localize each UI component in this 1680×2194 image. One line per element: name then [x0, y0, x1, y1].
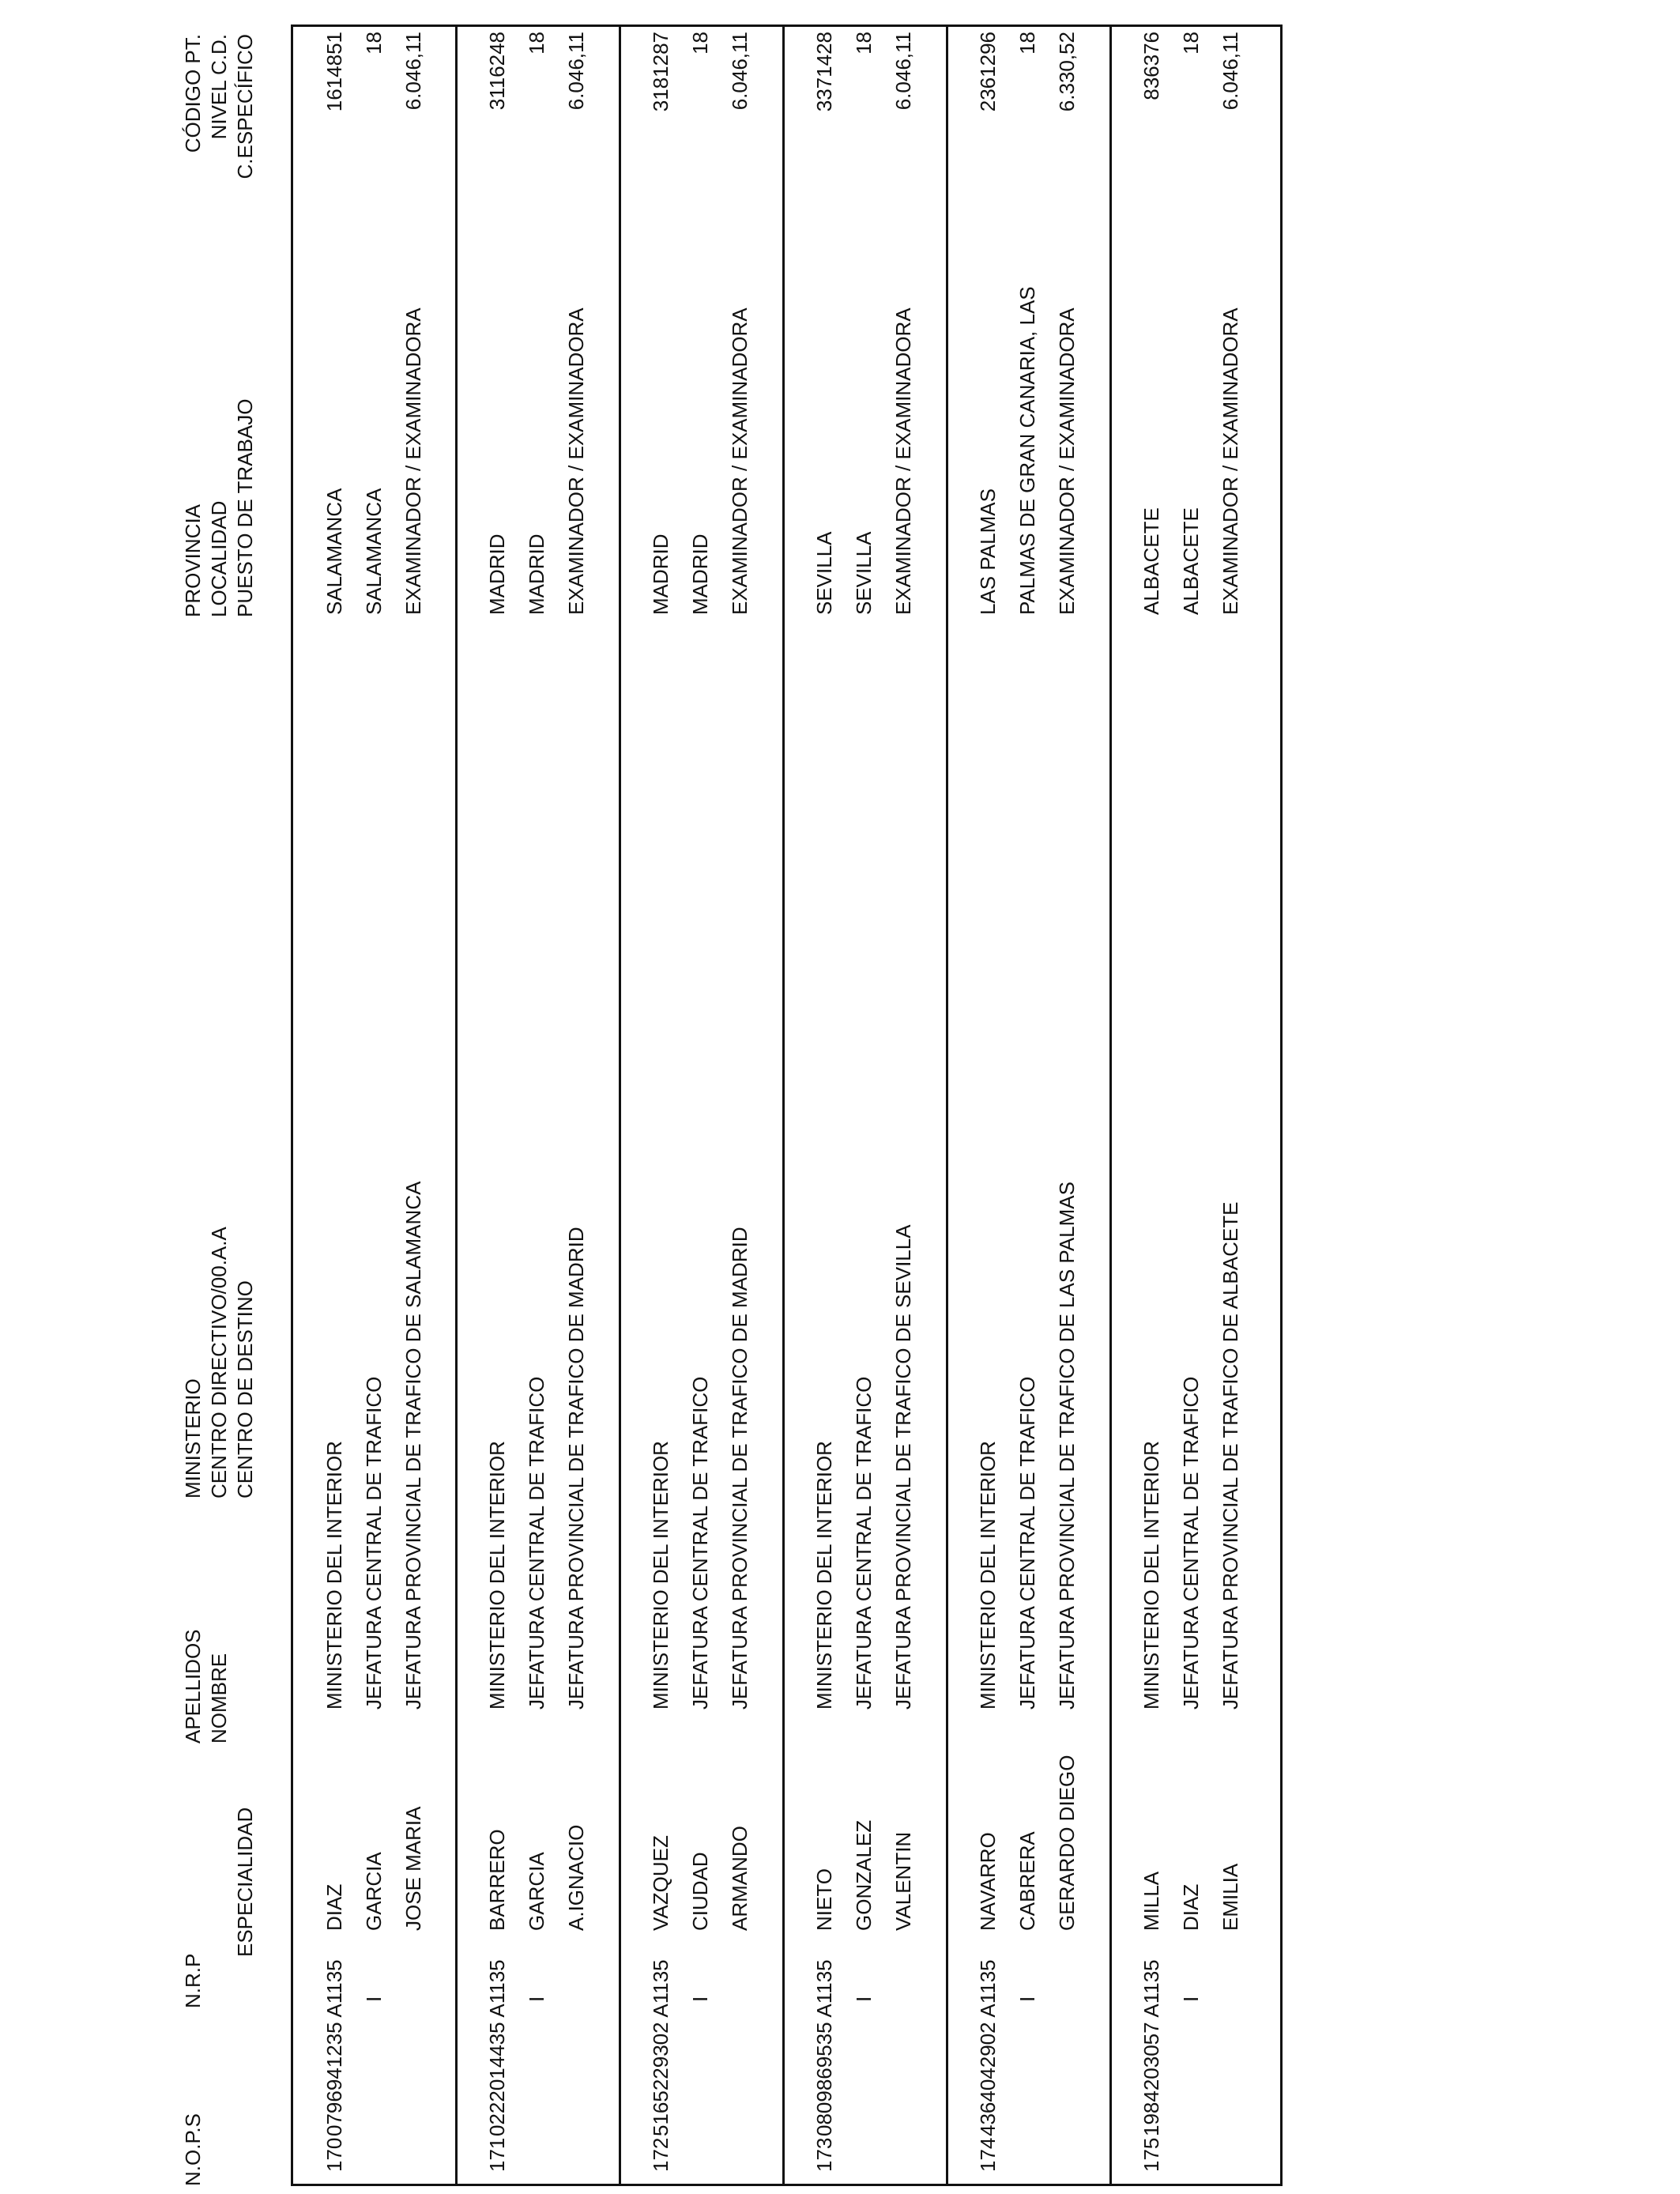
records-table: [291, 25, 1283, 2186]
provincia-value: MADRID: [485, 533, 509, 615]
header-codigo: [180, 34, 258, 190]
centro-destino-value: JEFATURA PROVINCIAL DE TRAFICO DE MADRID: [728, 1227, 751, 1710]
nivel-value: 18: [852, 32, 876, 55]
header-nops: [180, 2113, 206, 2186]
apellido1-value: DIAZ: [322, 1883, 346, 1931]
ministerio-value: MINISTERIO DEL INTERIOR: [322, 1441, 346, 1710]
nivel-value: 18: [362, 32, 386, 55]
codigo-value: 3371428: [812, 32, 836, 112]
nops-value: 171: [485, 2137, 509, 2172]
puesto-value: EXAMINADOR / EXAMINADORA: [891, 307, 915, 615]
centro-destino-value: JEFATURA PROVINCIAL DE TRAFICO DE ALBACETE: [1219, 1201, 1242, 1710]
header-line: CENTRO DIRECTIVO/00.A.A: [207, 1227, 231, 1498]
localidad-value: SEVILLA: [852, 531, 876, 615]
provincia-value: LAS PALMAS: [976, 488, 1000, 615]
apellido1-value: VAZQUEZ: [649, 1835, 672, 1931]
puesto-value: EXAMINADOR / EXAMINADORA: [728, 307, 751, 615]
nrp-value: 4364042902 A1135: [976, 1959, 1000, 2136]
centro-directivo-value: JEFATURA CENTRAL DE TRAFICO: [525, 1376, 548, 1710]
apellido2-value: CIUDAD: [688, 1852, 712, 1931]
header-line: PROVINCIA: [181, 503, 205, 617]
apellido1-value: BARRERO: [485, 1829, 509, 1931]
especifico-value: 6.046,11: [728, 32, 751, 111]
especialidad-value: I: [362, 1996, 386, 2002]
codigo-value: 1614851: [322, 32, 346, 112]
codigo-value: 2361296: [976, 32, 1000, 112]
nrp-value: 0796941235 A1135: [322, 1959, 346, 2136]
localidad-value: PALMAS DE GRAN CANARIA, LAS: [1015, 286, 1039, 615]
especialidad-value: I: [1015, 1996, 1039, 2002]
ministerio-value: MINISTERIO DEL INTERIOR: [485, 1441, 509, 1710]
nops-value: 170: [322, 2137, 346, 2172]
header-line: APELLIDOS: [181, 1629, 205, 1744]
header-line: CENTRO DE DESTINO: [233, 1280, 257, 1498]
nops-value: 172: [649, 2137, 672, 2172]
puesto-value: EXAMINADOR / EXAMINADORA: [564, 307, 588, 615]
especifico-value: 6.330,52: [1055, 32, 1079, 112]
nivel-value: 18: [1179, 32, 1203, 55]
header-line: C.ESPECÍFICO: [233, 34, 257, 179]
especialidad-value: I: [1179, 1996, 1203, 2002]
header-line: N.O.P.S: [181, 2113, 205, 2186]
nombre-value: VALENTIN: [891, 1831, 915, 1931]
localidad-value: SALAMANCA: [362, 488, 386, 615]
nrp-value: 1984203057 A1135: [1139, 1959, 1163, 2136]
provincia-value: SALAMANCA: [322, 488, 346, 615]
puesto-value: EXAMINADOR / EXAMINADORA: [1055, 307, 1079, 615]
header-apellidos: [180, 1629, 232, 1744]
header-provincia: [180, 399, 258, 617]
nops-value: 173: [812, 2137, 836, 2172]
nombre-value: ARMANDO: [728, 1826, 751, 1931]
apellido2-value: DIAZ: [1179, 1883, 1203, 1931]
apellido1-value: MILLA: [1139, 1871, 1163, 1931]
centro-destino-value: JEFATURA PROVINCIAL DE TRAFICO DE SEVILLA: [891, 1224, 915, 1710]
centro-destino-value: JEFATURA PROVINCIAL DE TRAFICO DE LAS PALMAS: [1055, 1182, 1079, 1710]
especifico-value: 6.046,11: [891, 32, 915, 111]
provincia-value: MADRID: [649, 533, 672, 615]
centro-directivo-value: JEFATURA CENTRAL DE TRAFICO: [688, 1376, 712, 1710]
nops-value: 174: [976, 2137, 1000, 2172]
apellido1-value: NAVARRO: [976, 1832, 1000, 1931]
centro-destino-value: JEFATURA PROVINCIAL DE TRAFICO DE MADRID: [564, 1227, 588, 1710]
nivel-value: 18: [688, 32, 712, 55]
apellido1-value: NIETO: [812, 1868, 836, 1931]
nivel-value: 18: [1015, 32, 1039, 55]
ministerio-value: MINISTERIO DEL INTERIOR: [812, 1441, 836, 1710]
header-line: NOMBRE: [207, 1653, 231, 1744]
nombre-value: GERARDO DIEGO: [1055, 1755, 1079, 1931]
especifico-value: 6.046,11: [564, 32, 588, 111]
ministerio-value: MINISTERIO DEL INTERIOR: [649, 1441, 672, 1710]
nops-value: 175: [1139, 2137, 1163, 2172]
especifico-value: 6.046,11: [1219, 32, 1242, 111]
header-nrp: [180, 1808, 258, 2008]
especifico-value: 6.046,11: [401, 32, 425, 111]
provincia-value: SEVILLA: [812, 531, 836, 615]
localidad-value: MADRID: [525, 533, 548, 615]
especialidad-value: I: [688, 1996, 712, 2002]
nrp-value: 5165229302 A1135: [649, 1959, 672, 2136]
header-line: CÓDIGO PT.: [181, 34, 205, 153]
header-line: ESPECIALIDAD: [233, 1807, 257, 1957]
table-row: [783, 27, 946, 2184]
centro-directivo-value: JEFATURA CENTRAL DE TRAFICO: [852, 1376, 876, 1710]
nrp-value: 0222014435 A1135: [485, 1959, 509, 2136]
centro-directivo-value: JEFATURA CENTRAL DE TRAFICO: [362, 1376, 386, 1710]
header-line: PUESTO DE TRABAJO: [233, 398, 257, 617]
table-row: [456, 27, 619, 2184]
centro-directivo-value: JEFATURA CENTRAL DE TRAFICO: [1179, 1376, 1203, 1710]
header-line: N.R.P: [181, 1953, 205, 2008]
header-line: MINISTERIO: [181, 1378, 205, 1498]
codigo-value: 836376: [1139, 32, 1163, 100]
ministerio-value: MINISTERIO DEL INTERIOR: [976, 1441, 1000, 1710]
header-line: LOCALIDAD: [207, 500, 231, 617]
apellido2-value: GONZALEZ: [852, 1819, 876, 1931]
nombre-value: JOSE MARIA: [401, 1806, 425, 1931]
table-row: [293, 27, 455, 2184]
table-row: [620, 27, 782, 2184]
header-line: NIVEL C.D.: [207, 34, 231, 140]
provincia-value: ALBACETE: [1139, 507, 1163, 615]
apellido2-value: GARCIA: [362, 1852, 386, 1931]
table-row: [947, 27, 1109, 2184]
ministerio-value: MINISTERIO DEL INTERIOR: [1139, 1441, 1163, 1710]
nrp-value: 0809869535 A1135: [812, 1959, 836, 2136]
apellido2-value: CABRERA: [1015, 1831, 1039, 1931]
nombre-value: A.IGNACIO: [564, 1824, 588, 1931]
codigo-value: 3181287: [649, 32, 672, 112]
centro-directivo-value: JEFATURA CENTRAL DE TRAFICO: [1015, 1376, 1039, 1710]
apellido2-value: GARCIA: [525, 1852, 548, 1931]
table-row: [1110, 27, 1280, 2184]
especialidad-value: I: [852, 1996, 876, 2002]
nombre-value: EMILIA: [1219, 1863, 1242, 1931]
puesto-value: EXAMINADOR / EXAMINADORA: [1219, 307, 1242, 615]
header-ministerio: [180, 1227, 258, 1498]
nivel-value: 18: [525, 32, 548, 55]
centro-destino-value: JEFATURA PROVINCIAL DE TRAFICO DE SALAMANCA: [401, 1181, 425, 1710]
codigo-value: 3116248: [485, 32, 509, 111]
localidad-value: MADRID: [688, 533, 712, 615]
localidad-value: ALBACETE: [1179, 507, 1203, 615]
puesto-value: EXAMINADOR / EXAMINADORA: [401, 307, 425, 615]
especialidad-value: I: [525, 1996, 548, 2002]
